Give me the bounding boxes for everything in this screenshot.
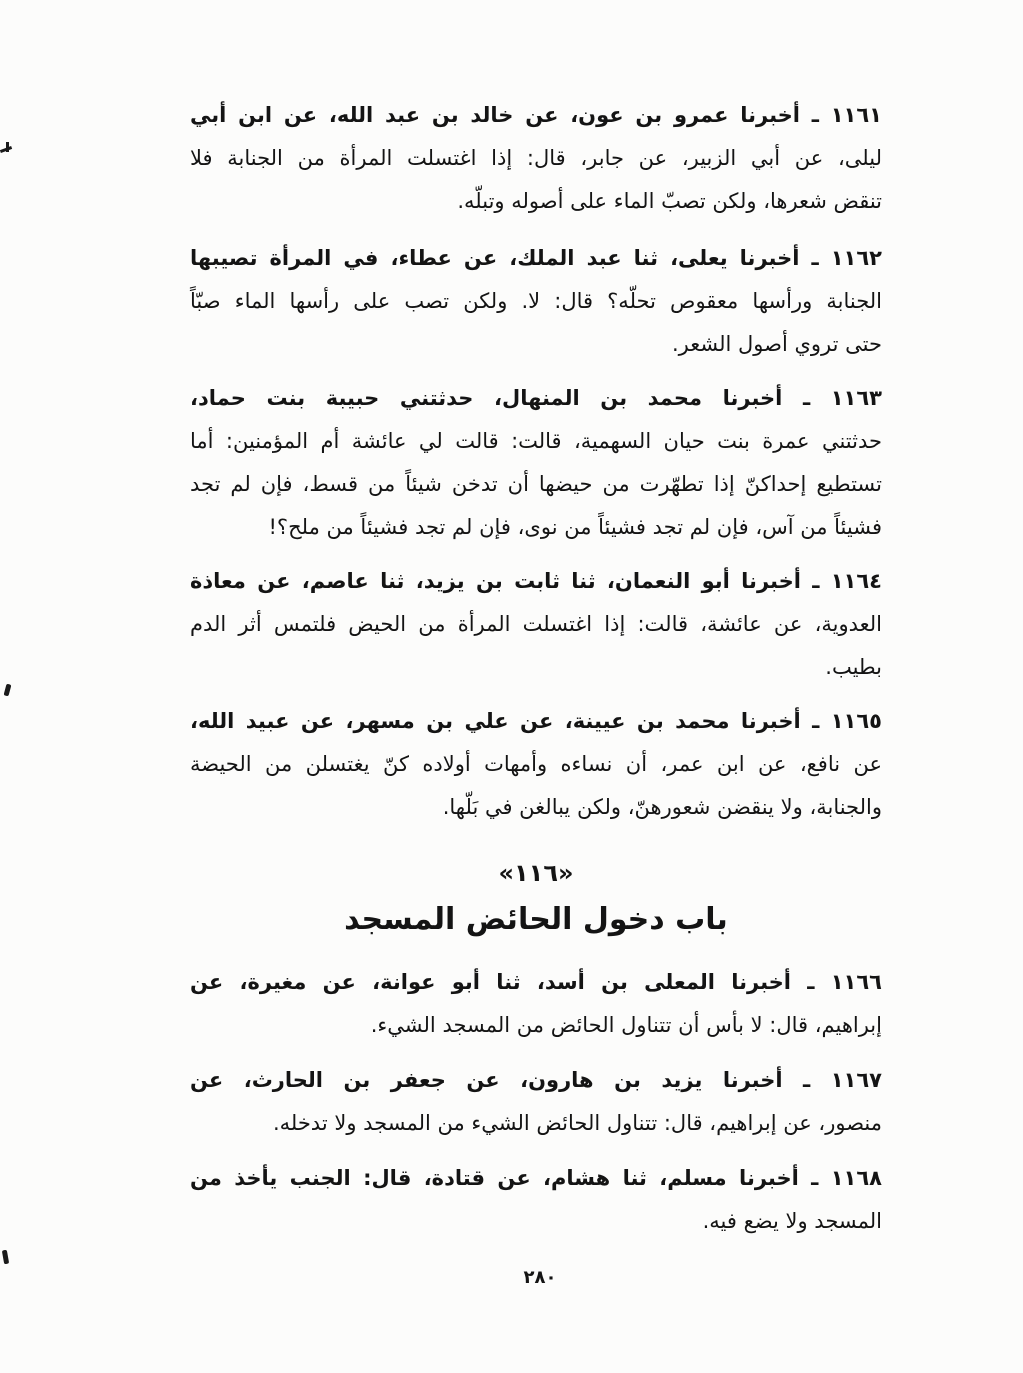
text-line: ١١٦٦ ـ أخبرنا المعلى بن أسد، ثنا أبو عوانة، عن مغيرة، عن xyxy=(190,970,882,994)
hadith-paragraph xyxy=(190,560,882,689)
text-line: ١١٦١ ـ أخبرنا عمرو بن عون، عن خالد بن عبد الله، عن ابن أبي xyxy=(190,103,882,127)
text-line: ليلى، عن أبي الزبير، عن جابر، قال: إذا اغتسلت المرأة من الجنابة فلا xyxy=(190,146,882,170)
text-line: حدثتني عمرة بنت حيان السهمية، قالت: قالت لي عائشة أم المؤمنين: أما xyxy=(190,429,882,453)
chapter-title: باب دخول الحائض المسجد xyxy=(344,902,728,937)
hadith-paragraph xyxy=(190,1157,882,1243)
hadith-paragraph xyxy=(190,94,882,223)
scan-artifact xyxy=(6,142,9,152)
text-line: إبراهيم، قال: لا بأس أن تتناول الحائض من المسجد الشيء. xyxy=(370,1013,882,1037)
text-line: فشيئاً من آس، فإن لم تجد فشيئاً من نوى، فإن لم تجد فشيئاً من ملح؟! xyxy=(268,515,882,539)
text-line: ١١٦٢ ـ أخبرنا يعلى، ثنا عبد الملك، عن عطاء، في المرأة تصيبها xyxy=(190,246,882,270)
hadith-paragraph xyxy=(190,1059,882,1145)
text-line: ١١٦٥ ـ أخبرنا محمد بن عيينة، عن علي بن مسهر، عن عبيد الله، xyxy=(190,709,882,733)
text-line: تستطيع إحداكنّ إذا تطهّرت من حيضها أن تدخن شيئاً من قسط، فإن لم تجد xyxy=(190,472,882,496)
hadith-paragraph xyxy=(190,237,882,366)
text-line: منصور، عن إبراهيم، قال: تتناول الحائض الشيء من المسجد ولا تدخله. xyxy=(272,1111,882,1135)
scan-artifact xyxy=(4,684,12,697)
hadith-paragraph xyxy=(190,377,882,549)
text-line: المسجد ولا يضع فيه. xyxy=(702,1209,882,1233)
hadith-paragraph xyxy=(190,961,882,1047)
page-number: ٢٨٠ xyxy=(523,1267,557,1288)
text-line: ١١٦٨ ـ أخبرنا مسلم، ثنا هشام، عن قتادة، قال: الجنب يأخذ من xyxy=(190,1166,882,1190)
text-line: تنقض شعرها، ولكن تصبّ الماء على أصوله وتبلّه. xyxy=(457,189,882,213)
chapter-number: «١١٦» xyxy=(498,859,574,887)
text-line: بطيب. xyxy=(825,655,882,679)
scan-artifact xyxy=(2,1250,9,1265)
hadith-paragraph xyxy=(190,700,882,829)
text-line: الجنابة ورأسها معقوص تحلّه؟ قال: لا. ولكن تصب على رأسها الماء صبّاً xyxy=(190,289,882,313)
text-line: ١١٦٧ ـ أخبرنا يزيد بن هارون، عن جعفر بن الحارث، عن xyxy=(190,1068,882,1092)
text-line: العدوية، عن عائشة، قالت: إذا اغتسلت المرأة من الحيض فلتمس أثر الدم xyxy=(190,612,882,636)
text-line: ١١٦٣ ـ أخبرنا محمد بن المنهال، حدثتني حبيبة بنت حماد، xyxy=(190,386,882,410)
text-line: عن نافع، عن ابن عمر، أن نساءه وأمهات أولاده كنّ يغتسلن من الحيضة xyxy=(190,752,882,776)
text-line: والجنابة، ولا ينقضن شعورهنّ، ولكن يبالغن في بَلّها. xyxy=(442,795,882,819)
text-line: حتى تروي أصول الشعر. xyxy=(672,332,882,356)
text-line: ١١٦٤ ـ أخبرنا أبو النعمان، ثنا ثابت بن يزيد، ثنا عاصم، عن معاذة xyxy=(190,569,882,593)
